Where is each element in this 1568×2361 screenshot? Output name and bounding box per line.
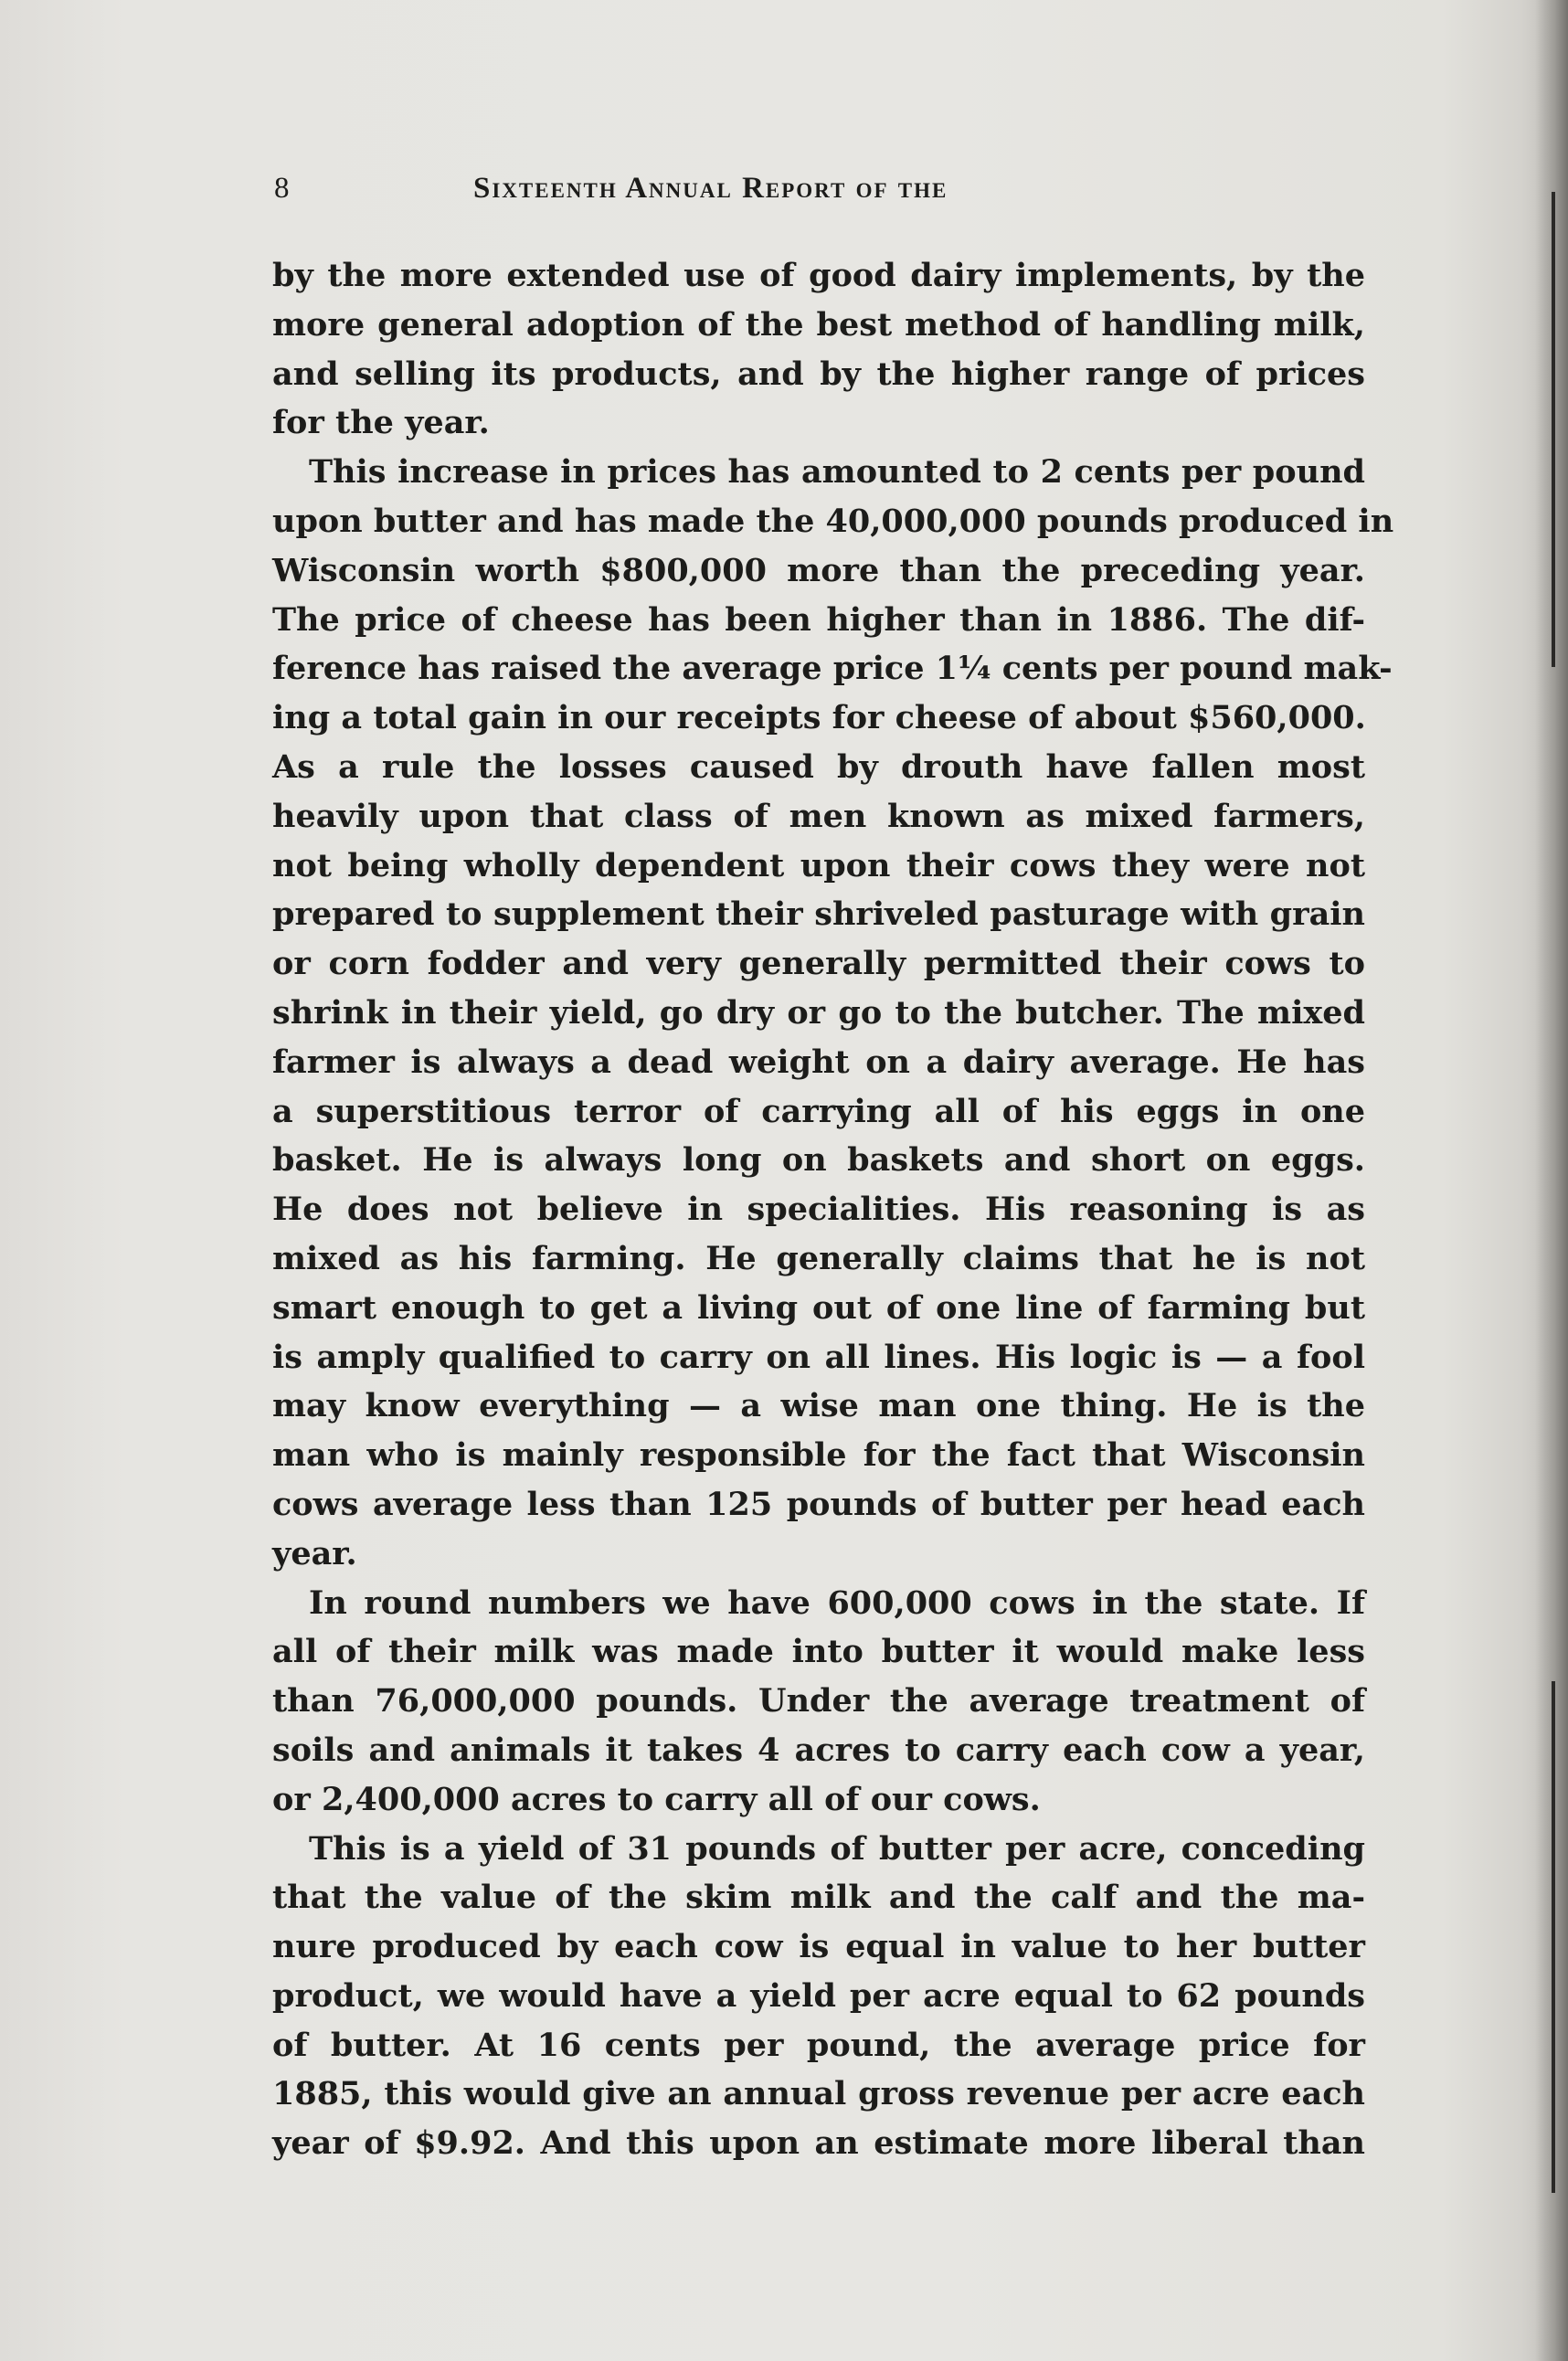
text-line: As a rule the losses caused by drouth have fallen most xyxy=(272,747,1365,786)
text-line: not being wholly dependent upon their cows they were not xyxy=(272,846,1365,884)
text-line: smart enough to get a living out of one line of farming but xyxy=(272,1288,1365,1327)
text-line: prepared to supplement their shriveled pasturage with grain xyxy=(272,895,1365,934)
running-head: Sixteenth Annual Report of the xyxy=(473,172,948,205)
text-line: than 76,000,000 pounds. Under the average treatment of xyxy=(272,1682,1365,1720)
text-line: shrink in their yield, go dry or go to the butcher. The mixed xyxy=(272,993,1365,1032)
text-line: by the more extended use of good dairy implements, by the xyxy=(272,257,1365,294)
page-header xyxy=(274,172,1361,212)
text-line: more general adoption of the best method of handling milk, xyxy=(272,305,1365,344)
text-line: upon butter and has made the 40,000,000 pounds produced in xyxy=(272,502,1394,540)
text-line: a superstitious terror of carrying all of his eggs in one xyxy=(272,1092,1365,1130)
text-line: for the year. xyxy=(272,404,490,442)
text-line: product, we would have a yield per acre equal to 62 pounds xyxy=(272,1976,1365,2015)
binding-edge-mark xyxy=(1552,192,1555,667)
text-line: may know everything — a wise man one thing. He is the xyxy=(272,1387,1365,1425)
text-line: is amply qualified to carry on all lines. His logic is — a fool xyxy=(272,1338,1365,1376)
text-line: In round numbers we have 600,000 cows in the state. If xyxy=(309,1583,1365,1622)
text-line: soils and animals it takes 4 acres to carry each cow a year, xyxy=(272,1731,1365,1769)
text-line: ference has raised the average price 1¼ cents per pound mak- xyxy=(272,650,1393,688)
text-line: or corn fodder and very generally permitted their cows to xyxy=(272,945,1365,983)
page-number: 8 xyxy=(274,172,291,205)
text-line: mixed as his farming. He generally claims that he is not xyxy=(272,1239,1365,1277)
body-text xyxy=(272,251,1394,2168)
text-line: Wisconsin worth $800,000 more than the preceding year. xyxy=(272,551,1365,589)
text-line: farmer is always a dead weight on a dairy average. He has xyxy=(272,1043,1365,1081)
text-line: This is a yield of 31 pounds of butter per acre, conceding xyxy=(309,1829,1365,1868)
text-line: or 2,400,000 acres to carry all of our cows. xyxy=(272,1780,1041,1818)
text-line: year. xyxy=(272,1534,357,1572)
text-line: man who is mainly responsible for the fact that Wisconsin xyxy=(272,1436,1365,1475)
text-line: heavily upon that class of men known as mixed farmers, xyxy=(272,797,1365,835)
text-line: basket. He is always long on baskets and short on eggs. xyxy=(272,1141,1365,1180)
text-line: cows average less than 125 pounds of butter per head each xyxy=(272,1485,1365,1523)
text-line: that the value of the skim milk and the calf and the ma- xyxy=(272,1879,1365,1917)
binding-edge-mark xyxy=(1552,1681,1555,2193)
text-line: and selling its products, and by the higher range of prices xyxy=(272,355,1365,393)
text-line: This increase in prices has amounted to 2 cents per pound xyxy=(309,453,1365,492)
text-line: ing a total gain in our receipts for cheese of about $560,000. xyxy=(272,699,1366,737)
text-line: nure produced by each cow is equal in value to her butter xyxy=(272,1928,1365,1966)
text-line: year of $9.92. And this upon an estimate more liberal than xyxy=(272,2124,1365,2163)
text-line: of butter. At 16 cents per pound, the average price for xyxy=(272,2026,1365,2064)
text-line: The price of cheese has been higher than in 1886. The dif- xyxy=(272,600,1365,639)
text-line: 1885, this would give an annual gross revenue per acre each xyxy=(272,2075,1365,2113)
text-line: He does not believe in specialities. His reasoning is as xyxy=(272,1191,1365,1229)
text-line: all of their milk was made into butter it would make less xyxy=(272,1633,1365,1671)
